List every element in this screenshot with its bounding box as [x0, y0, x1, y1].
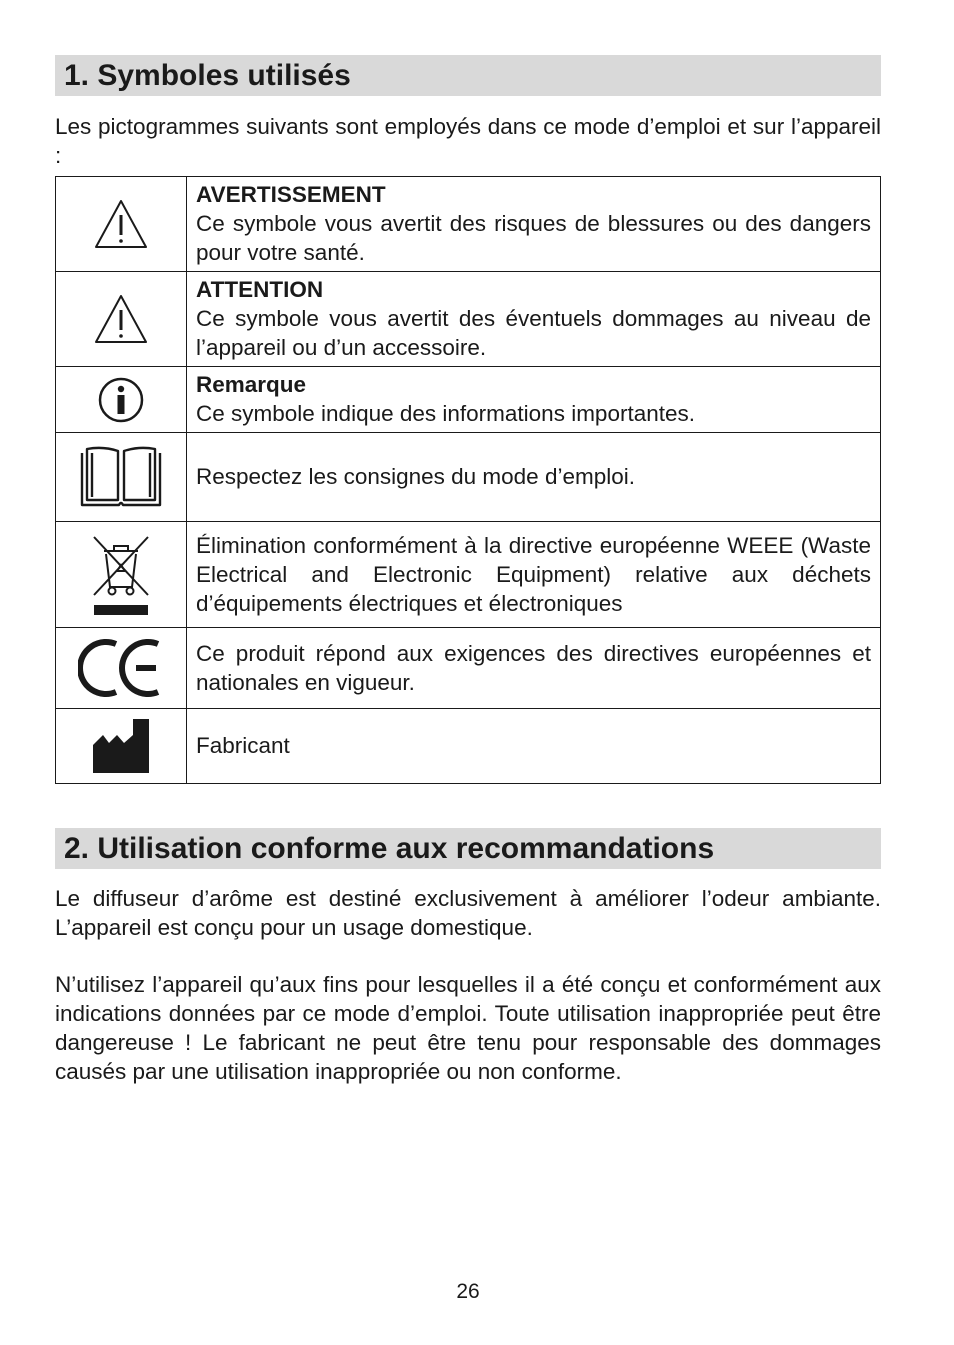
manufacturer-icon: [91, 717, 151, 775]
warning-triangle-icon: [93, 198, 149, 250]
symbol-description: Ce produit répond aux exigences des directives européennes et nationales en vigueur.: [196, 640, 871, 695]
symbol-row-fabricant: [56, 709, 881, 784]
symbol-title: Remarque: [196, 372, 307, 397]
symbol-description: Ce symbole vous avertit des risques de blessures ou des dangers pour votre santé.: [196, 211, 871, 265]
section-2-heading: 2. Utilisation conforme aux recommandations: [55, 828, 881, 869]
symbol-row-manual: [56, 433, 881, 522]
ce-mark-icon: [78, 638, 164, 698]
section-1-intro: Les pictogrammes suivants sont employés dans ce mode d’emploi et sur l’appareil :: [55, 114, 881, 168]
weee-bin-icon: [88, 531, 154, 619]
symbol-description: Fabricant: [196, 733, 290, 758]
symbol-description: Ce symbole vous avertit des éventuels dommages au niveau de l’appareil ou d’un accessoire.: [196, 306, 871, 360]
symbol-row-remarque: [56, 367, 881, 433]
symbol-title: AVERTISSEMENT: [196, 182, 386, 207]
symbol-row-weee: [56, 522, 881, 628]
page-number: 26: [456, 1280, 480, 1303]
warning-triangle-icon: [93, 293, 149, 345]
symbol-title: ATTENTION: [196, 277, 324, 302]
symbol-description: Respectez les consignes du mode d’emploi.: [196, 464, 635, 489]
info-icon: [97, 376, 145, 424]
symbol-description: Élimination conformément à la directive européenne WEEE (Waste Electrical and Electronic Equipment) relative aux déchets d’équipements électriques et électroniques: [196, 532, 871, 616]
symbol-row-avertissement: [56, 177, 881, 272]
section-2-paragraph-2: N’utilisez l’appareil qu’aux fins pour lesquelles il a été conçu et conformément aux indications données par ce mode d’emploi. Toute utilisation inappropriée peut être dangereuse ! Le fabricant ne peut être tenu pour responsable des dommages causés par une utilisation inappropriée ou non conforme.: [55, 972, 881, 1084]
symbol-row-ce: [56, 628, 881, 709]
section-2-paragraph-1: Le diffuseur d’arôme est destiné exclusivement à améliorer l’odeur ambiante. L’appareil est conçu pour un usage domestique.: [55, 886, 881, 940]
symbol-row-attention: [56, 272, 881, 367]
symbol-description: Ce symbole indique des informations importantes.: [196, 401, 695, 426]
manual-book-icon: [79, 445, 163, 509]
symbols-table: [55, 176, 881, 784]
section-1-heading: 1. Symboles utilisés: [55, 55, 881, 96]
